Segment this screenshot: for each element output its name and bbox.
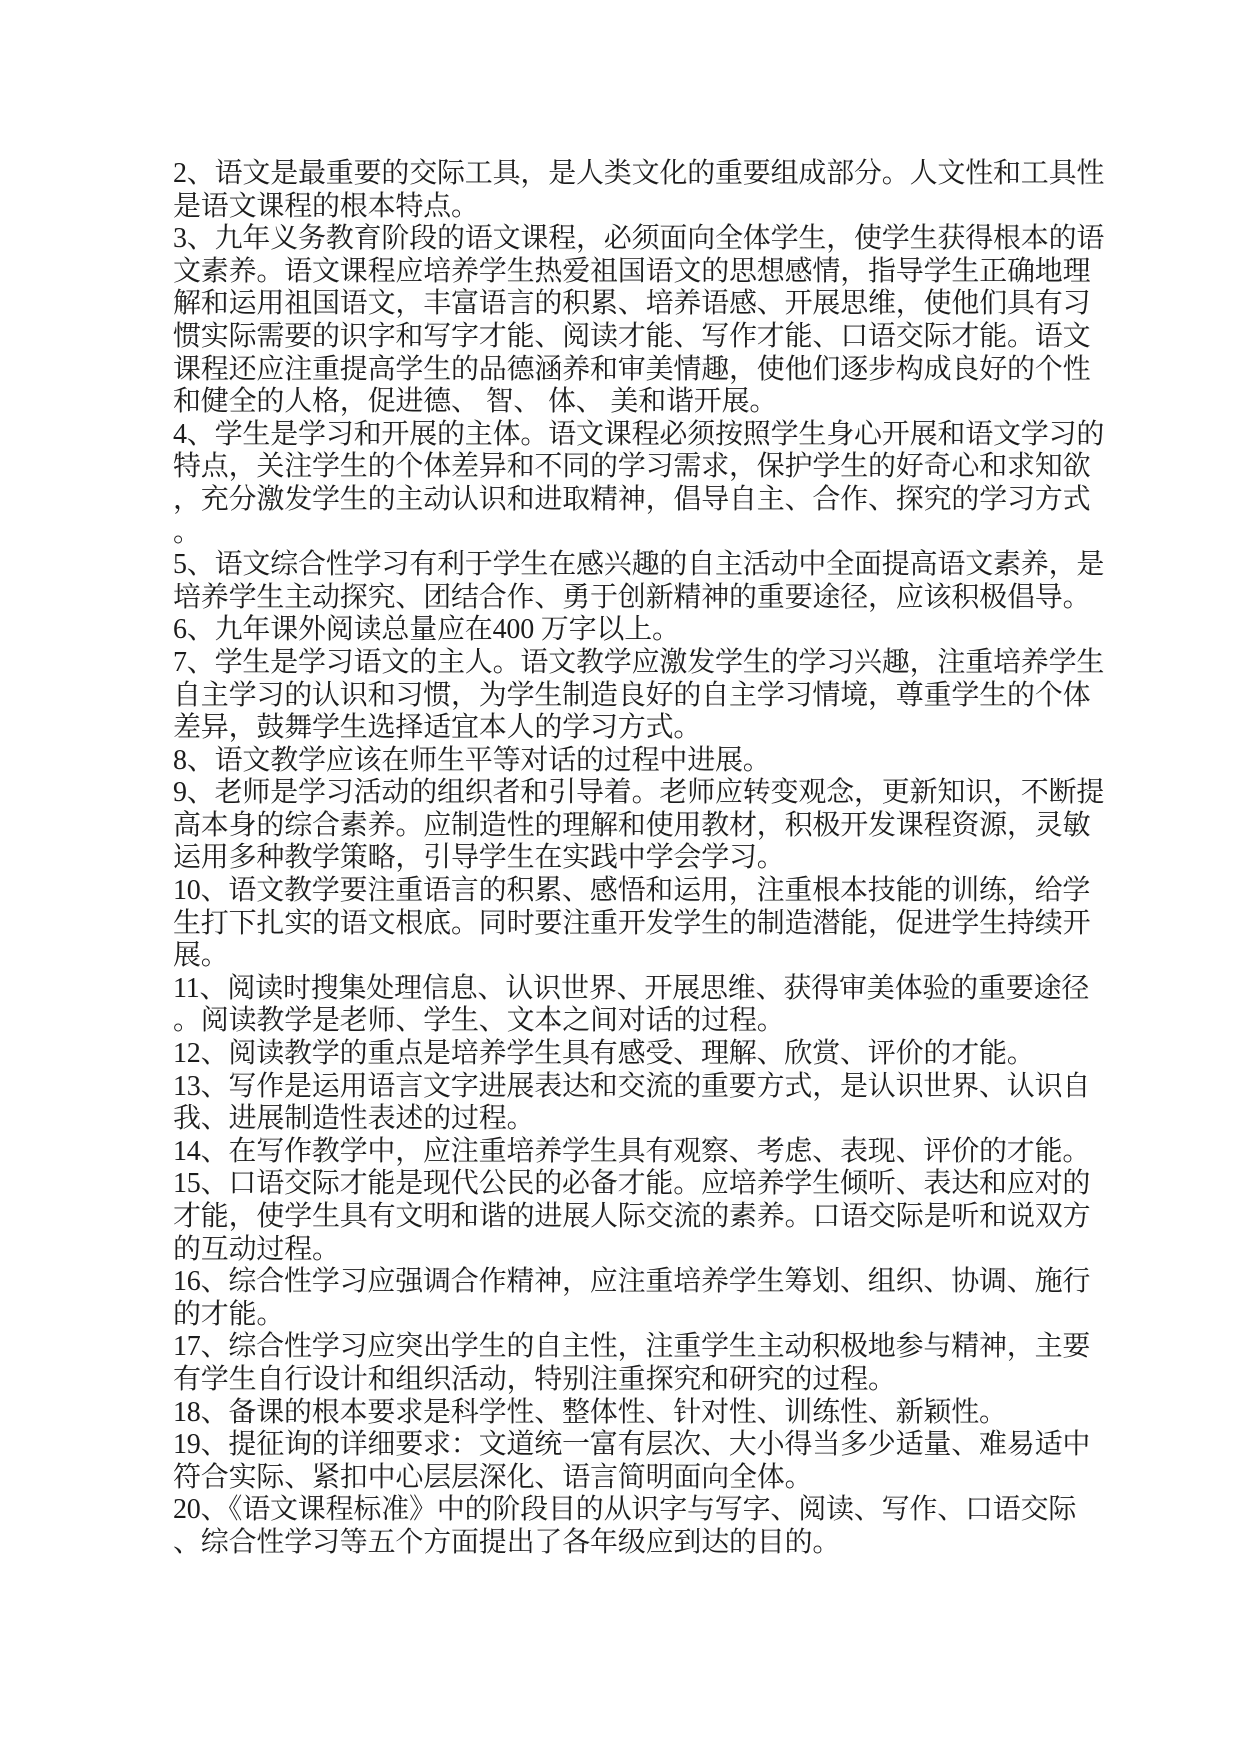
text-line: 14、在写作教学中，应注重培养学生具有观察、考虑、表现、评价的才能。 (173, 1135, 1091, 1167)
text-line: 培养学生主动探究、团结合作、勇于创新精神的重要途径，应该积极倡导。 (173, 581, 1091, 613)
document-text-block (173, 158, 1109, 1560)
text-line: 4、学生是学习和开展的主体。语文课程必须按照学生身心开展和语文学习的 (173, 418, 1105, 450)
text-line: 高本身的综合素养。应制造性的理解和使用教材，积极开发课程资源，灵敏 (173, 809, 1091, 841)
text-line: 的才能。 (173, 1298, 285, 1330)
text-line: 展。 (173, 940, 229, 972)
text-line: 11、阅读时搜集处理信息、认识世界、开展思维、获得审美体验的重要途径 (173, 972, 1090, 1004)
text-line: 15、口语交际才能是现代公民的必备才能。应培养学生倾听、表达和应对的 (173, 1168, 1091, 1200)
text-line: 符合实际、紧扣中心层层深化、语言简明面向全体。 (173, 1461, 813, 1493)
text-line: 7、学生是学习语文的主人。语文教学应激发学生的学习兴趣，注重培养学生 (173, 646, 1105, 678)
text-line: 17、综合性学习应突出学生的自主性，注重学生主动积极地参与精神，主要 (173, 1331, 1091, 1363)
text-line: 和健全的人格，促进德、 智、 体、 美和谐开展。 (173, 386, 778, 418)
text-line: 16、综合性学习应强调合作精神，应注重培养学生筹划、组织、协调、施行 (173, 1266, 1091, 1298)
text-line: 特点，关注学生的个体差异和不同的学习需求，保护学生的好奇心和求知欲 (173, 451, 1091, 483)
text-line: 8、语文教学应该在师生平等对话的过程中进展。 (173, 744, 771, 776)
text-line: 生打下扎实的语文根底。同时要注重开发学生的制造潜能，促进学生持续开 (173, 907, 1091, 939)
text-line: 12、阅读教学的重点是培养学生具有感受、理解、欣赏、评价的才能。 (173, 1038, 1035, 1070)
text-line: 3、九年义务教育阶段的语文课程，必须面向全体学生，使学生获得根本的语 (173, 223, 1105, 255)
text-line: 我、进展制造性表述的过程。 (173, 1103, 535, 1135)
text-line: 才能，使学生具有文明和谐的进展人际交流的素养。口语交际是听和说双方 (173, 1201, 1091, 1232)
text-line: 2、语文是最重要的交际工具，是人类文化的重要组成部分。人文性和工具性 (173, 158, 1105, 189)
text-line: 差异，鼓舞学生选择适宜本人的学习方式。 (173, 712, 702, 744)
text-line: 是语文课程的根本特点。 (173, 190, 479, 222)
text-line: 自主学习的认识和习惯，为学生制造良好的自主学习情境，尊重学生的个体 (173, 679, 1091, 711)
text-line: 课程还应注重提高学生的品德涵养和审美情趣，使他们逐步构成良好的个性 (173, 353, 1091, 385)
text-line: 13、写作是运用语言文字进展表达和交流的重要方式，是认识世界、认识自 (173, 1070, 1091, 1102)
text-line: 5、语文综合性学习有利于学生在感兴趣的自主活动中全面提高语文素养，是 (173, 549, 1105, 581)
text-line: 惯实际需要的识字和写字才能、阅读才能、写作才能、口语交际才能。语文 (173, 320, 1091, 352)
text-line: 运用多种教学策略，引导学生在实践中学会学习。 (173, 842, 785, 874)
text-line: 解和运用祖国语文，丰富语言的积累、培养语感、开展思维，使他们具有习 (173, 288, 1091, 320)
text-line: 18、备课的根本要求是科学性、整体性、针对性、训练性、新颖性。 (173, 1396, 1007, 1428)
text-line: 19、提征询的详细要求：文道统一富有层次、大小得当多少适量、难易适中 (173, 1429, 1091, 1461)
text-line: 10、语文教学要注重语言的积累、感悟和运用，注重根本技能的训练，给学 (173, 875, 1091, 907)
text-line: 文素养。语文课程应培养学生热爱祖国语文的思想感情，指导学生正确地理 (173, 255, 1091, 287)
text-line: 。 (173, 516, 201, 548)
text-line: 20、《语文课程标准》中的阶段目的从识字与写字、阅读、写作、口语交际 (173, 1494, 1077, 1526)
text-line: 9、老师是学习活动的组织者和引导着。老师应转变观念，更新知识，不断提 (173, 777, 1105, 809)
text-line: 有学生自行设计和组织活动，特别注重探究和研究的过程。 (173, 1363, 896, 1395)
text-line: 、综合性学习等五个方面提出了各年级应到达的目的。 (173, 1526, 841, 1558)
text-line: 。阅读教学是老师、学生、文本之间对话的过程。 (173, 1005, 785, 1037)
text-line: 的互动过程。 (173, 1233, 340, 1265)
text-line: ，充分激发学生的主动认识和进取精神，倡导自主、合作、探究的学习方式 (173, 483, 1091, 515)
text-line: 6、九年课外阅读总量应在400 万字以上。 (173, 614, 680, 646)
